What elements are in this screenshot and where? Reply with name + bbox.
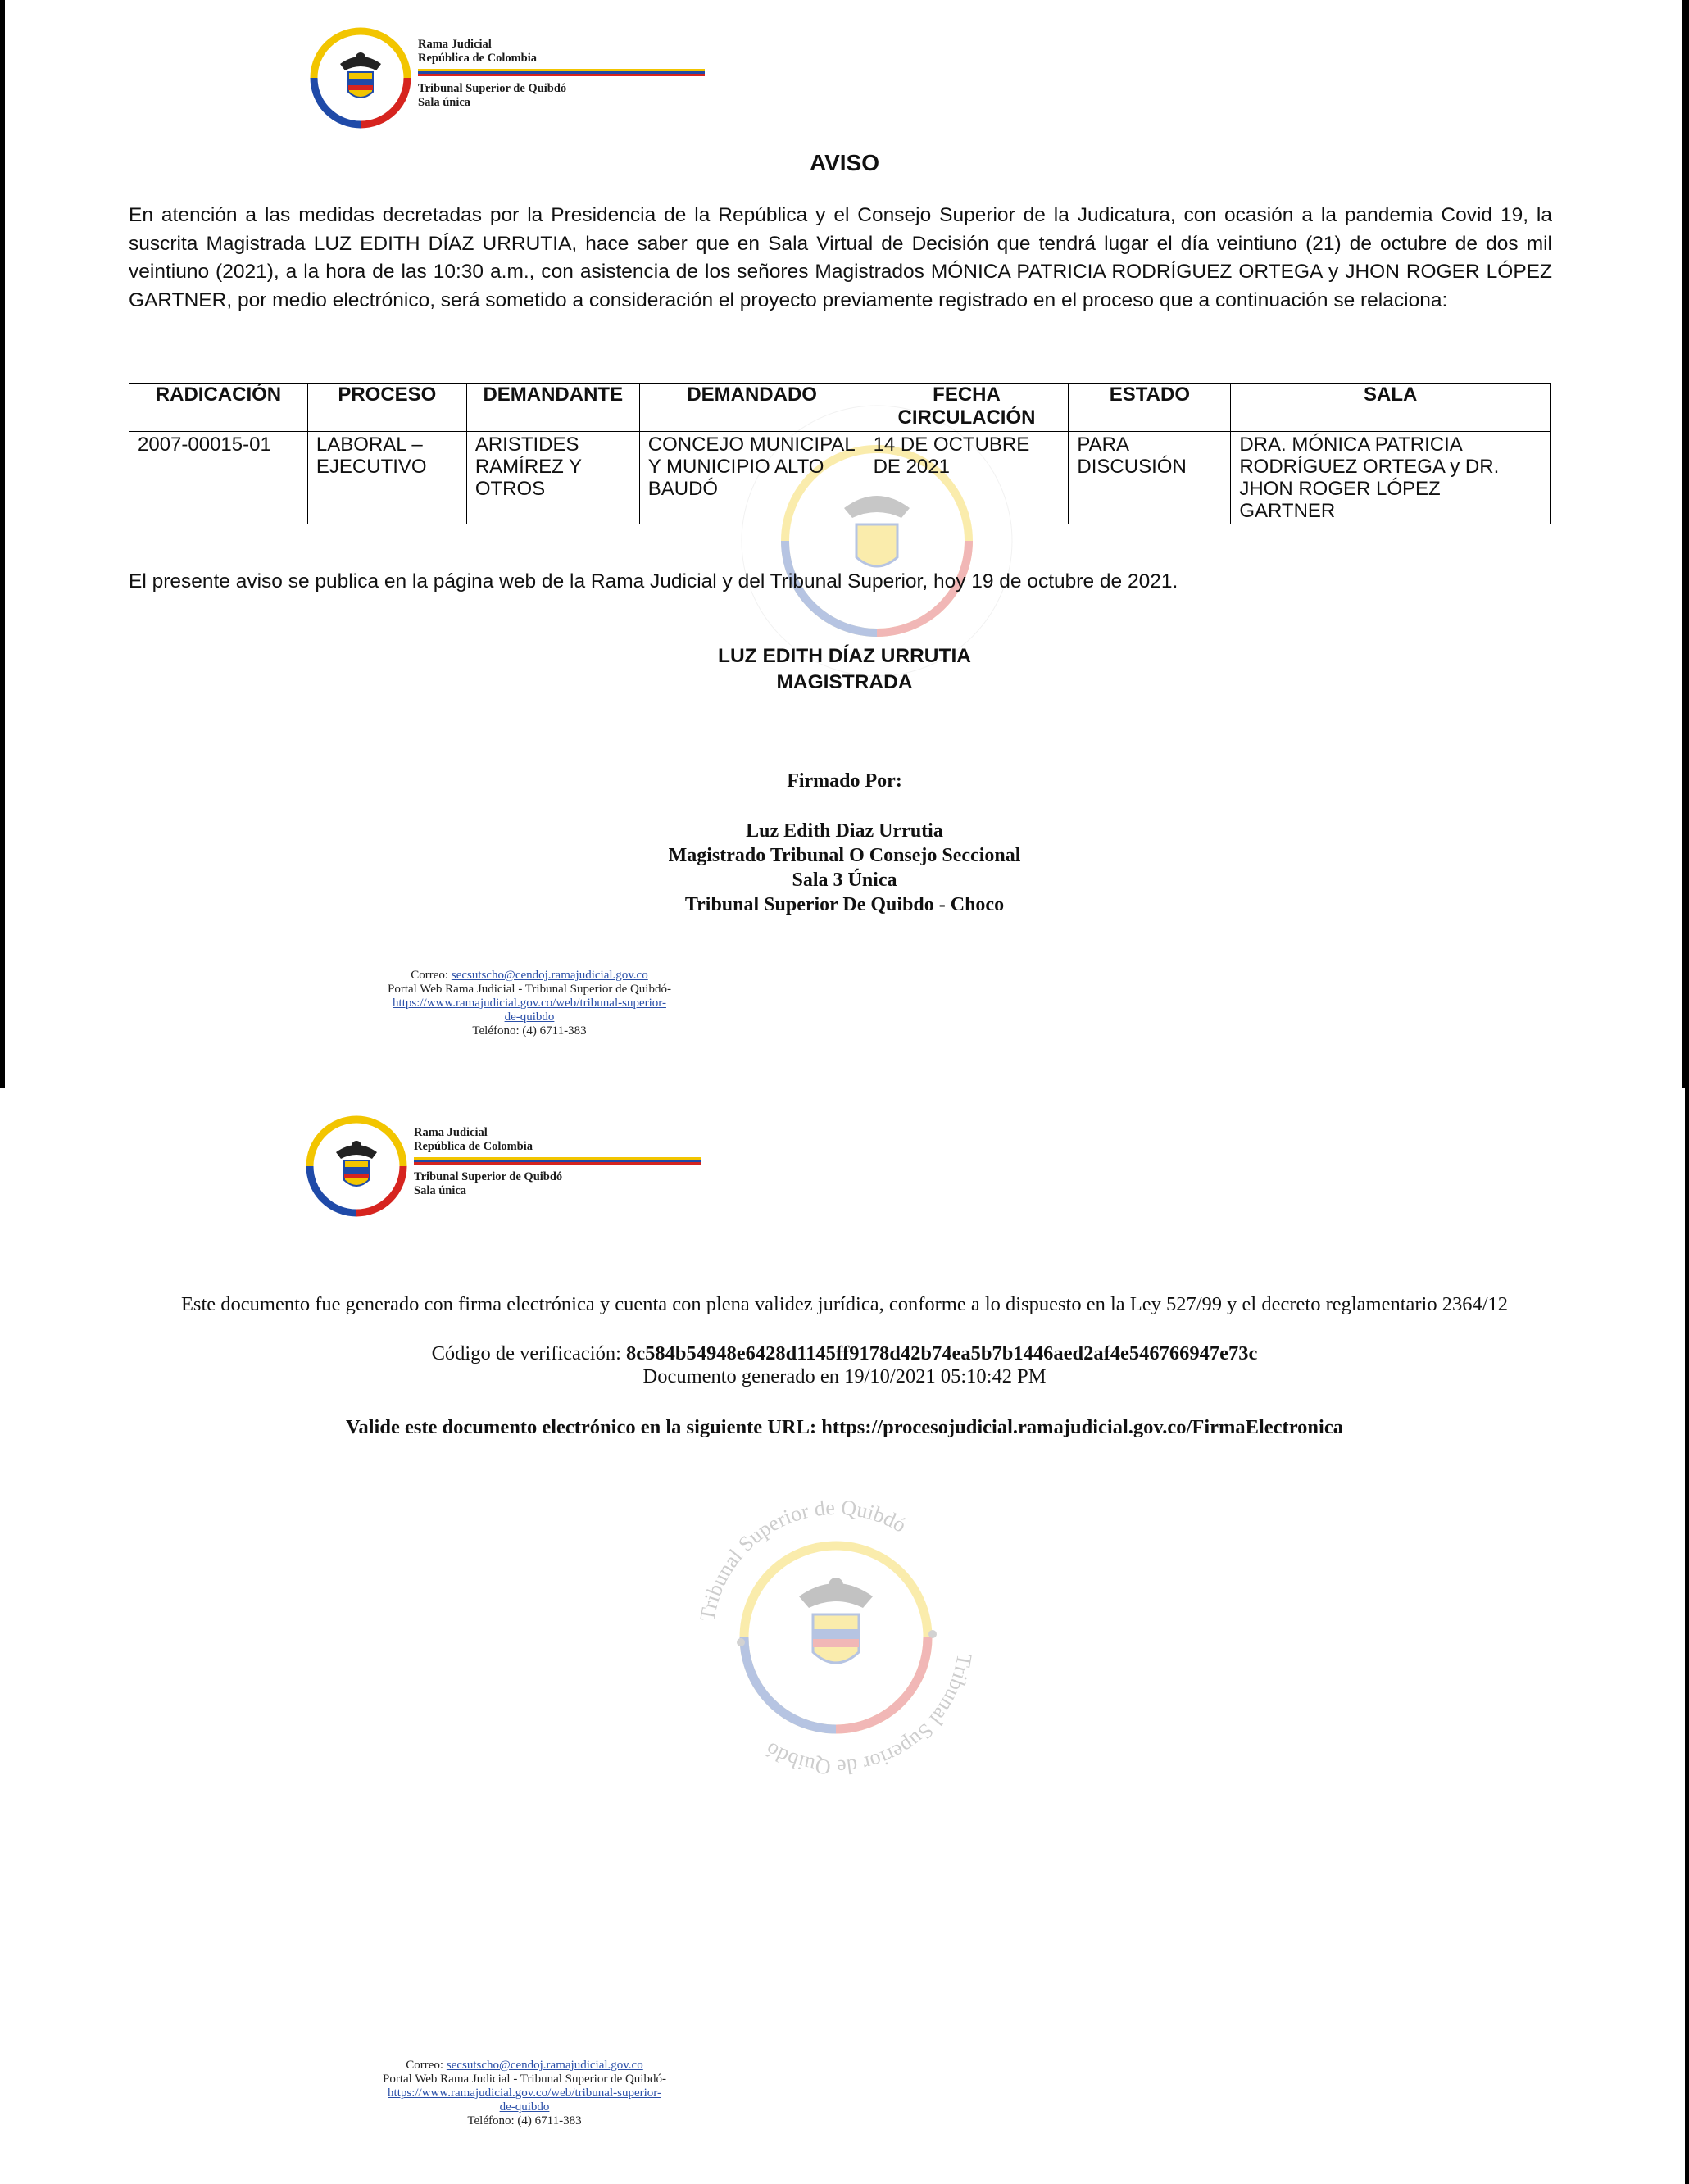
column-header: RADICACIÓN [129,384,308,432]
signature-name: Luz Edith Diaz Urrutia [746,820,943,842]
letterhead-line-2: República de Colombia [414,1140,533,1153]
footer-email-label: Correo: [411,969,452,982]
column-header: DEMANDADO [639,384,865,432]
footer-email-link[interactable]: secsutscho@cendoj.ramajudicial.gov.co [451,969,648,982]
table-cell-demandante: ARISTIDES RAMÍREZ Y OTROS [466,432,639,524]
case-table [129,383,1551,524]
letterhead-rule-red [414,1162,701,1165]
verification-code-label: Código de verificación: [431,1342,627,1364]
column-header: FECHA CIRCULACIÓN [865,384,1069,432]
table-cell-radicacion: 2007-00015-01 [129,432,308,524]
watermark-ring-text: Tribunal Superior de Quibdó [695,1495,910,1623]
generated-timestamp: Documento generado en 19/10/2021 05:10:42 PM [642,1365,1047,1387]
footer-url-link[interactable]: https://www.ramajudicial.gov.co/web/tribunal-superior- [388,2086,661,2100]
footer-email-line [336,2059,713,2073]
scan-edge-right [1685,1088,1689,2184]
signer-name: LUZ EDITH DÍAZ URRUTIA [718,645,971,667]
signer-role: MAGISTRADA [776,671,913,693]
verification-code: 8c584b54948e6428d1145ff9178d42b74ea5b7b1446aed2af4e546766947e73c [626,1342,1258,1364]
letterhead-line-4: Sala única [418,96,471,109]
document-page-2 [0,1088,1689,2184]
footer-portal: Portal Web Rama Judicial - Tribunal Superior de Quibdó- [383,2073,666,2086]
table-row [129,432,1551,524]
notice-paragraph: En atención a las medidas decretadas por la Presidencia de la República y el Consejo Superior de la Judicatura, con ocasión a la pandemia Covid 19, la suscrita Magistrada LUZ EDITH DÍAZ URRUTIA, hace saber que en Sala Virtual de Decisión que tendrá lugar el día veintiuno (21) de octubre de dos mil veintiuno (2021), a la hora de las 10:30 a.m., con asistencia de los señores Magistrados MÓNICA PATRICIA RODRÍGUEZ ORTEGA y JHON ROGER LÓPEZ GARTNER, por medio electrónico, será sometido a consideración el proyecto previamente registrado en el proceso que a continuación se relaciona: [129,204,1552,311]
footer-url-link[interactable]: https://www.ramajudicial.gov.co/web/tribunal-superior- [393,997,666,1010]
table-cell-proceso: LABORAL – EJECUTIVO [307,432,466,524]
coat-of-arms-seal-icon [307,25,414,131]
coat-of-arms-seal-icon [303,1113,410,1219]
signature-court: Tribunal Superior De Quibdo - Choco [684,894,1005,915]
publication-note: El presente aviso se publica en la página web de la Rama Judicial y del Tribunal Superior, hoy 19 de octubre de 2021. [129,570,1178,593]
letterhead-line-4: Sala única [414,1184,467,1197]
letterhead-rule-red [418,74,705,76]
signed-by-heading: Firmado Por: [787,770,902,792]
letterhead-line-3: Tribunal Superior de Quibdó [414,1170,563,1183]
column-header: DEMANDANTE [466,384,639,432]
page-footer [341,969,718,1038]
table-cell-demandado: CONCEJO MUNICIPAL Y MUNICIPIO ALTO BAUDÓ [639,432,865,524]
table-cell-fecha: 14 DE OCTUBRE DE 2021 [865,432,1069,524]
footer-portal: Portal Web Rama Judicial - Tribunal Superior de Quibdó- [388,983,671,996]
footer-email-line [341,969,718,983]
footer-url-link-cont[interactable]: de-quibdo [499,2100,550,2114]
notice-title: AVISO [809,150,880,175]
table-header-row [129,384,1551,432]
watermark-ring-text-2: Tribunal Superior de Quibdó [761,1651,977,1780]
signature-role: Magistrado Tribunal O Consejo Seccional [668,845,1021,866]
electronic-signature-statement: Este documento fue generado con firma electrónica y cuenta con plena validez jurídica, conforme a lo dispuesto en la Ley 527/99 y el decreto reglamentario 2364/12 [180,1293,1509,1315]
footer-phone: Teléfono: (4) 6711-383 [472,1024,587,1038]
column-header: PROCESO [307,384,466,432]
table-cell-sala: DRA. MÓNICA PATRICIA RODRÍGUEZ ORTEGA y DR. JHON ROGER LÓPEZ GARTNER [1231,432,1551,524]
signature-sala: Sala 3 Única [792,870,897,891]
letterhead-line-2: República de Colombia [418,52,538,65]
validation-url-line: Valide este documento electrónico en la siguiente URL: https://procesojudicial.ramajudicial.gov.co/FirmaElectronica [346,1416,1343,1438]
letterhead-line-1: Rama Judicial [418,38,492,51]
column-header: ESTADO [1069,384,1231,432]
footer-phone: Teléfono: (4) 6711-383 [467,2114,582,2127]
footer-email-label: Correo: [406,2059,447,2072]
letterhead [307,25,733,131]
letterhead-line-1: Rama Judicial [414,1126,488,1139]
column-header: SALA [1231,384,1551,432]
letterhead [303,1113,729,1219]
tribunal-watermark-seal-icon [672,1473,1000,1801]
page-footer [336,2059,713,2128]
footer-url-link-cont[interactable]: de-quibdo [504,1010,555,1024]
footer-email-link[interactable]: secsutscho@cendoj.ramajudicial.gov.co [446,2059,643,2072]
verification-code-line [0,1342,1689,1365]
letterhead-line-3: Tribunal Superior de Quibdó [418,82,567,95]
document-page-1 [0,0,1689,1088]
table-cell-estado: PARA DISCUSIÓN [1069,432,1231,524]
